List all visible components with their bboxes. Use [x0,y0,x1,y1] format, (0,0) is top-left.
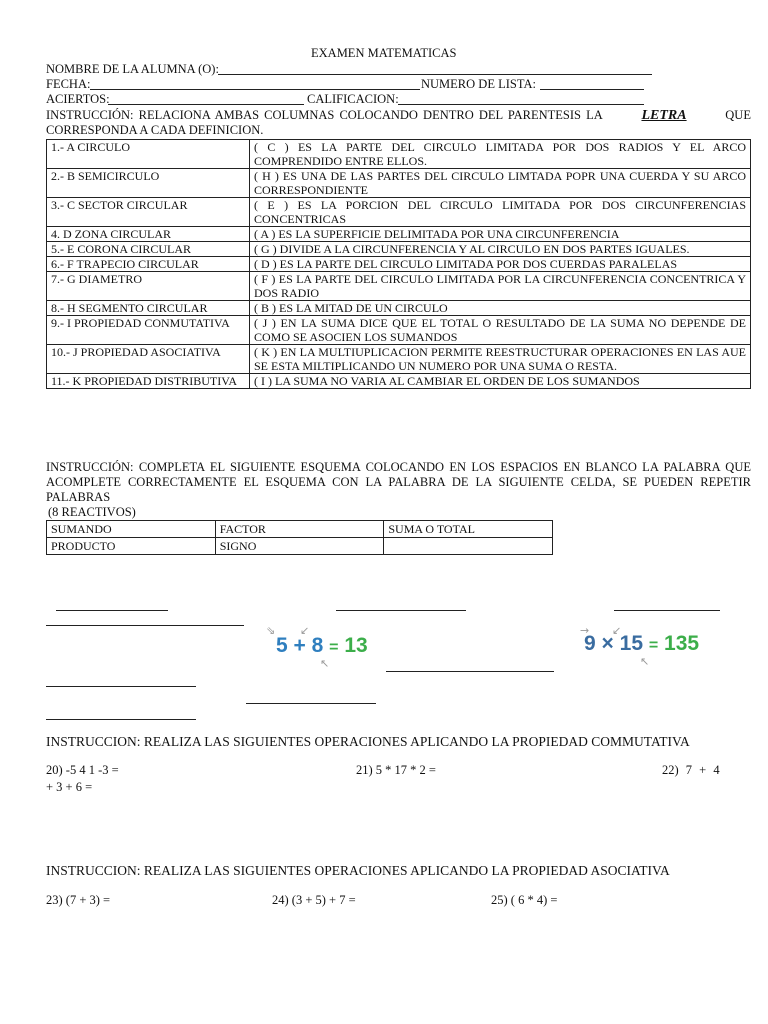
term-cell: 8.- H SEGMENTO CIRCULAR [47,301,250,316]
schema-blank-2[interactable] [336,610,466,611]
exam-title: EXAMEN MATEMATICAS [311,46,457,60]
name-blank[interactable] [218,74,652,75]
list-number-label: NUMERO DE LISTA: [421,77,536,91]
schema-blank-1[interactable] [56,610,168,611]
definition-cell[interactable]: ( E ) ES LA PORCION DEL CIRCULO LIMITADA POR DOS CIRCUNFERENCIAS CONCENTRICAS [250,198,751,227]
definition-cell[interactable]: ( D ) ES LA PARTE DEL CIRCULO LIMITADA POR DOS CUERDAS PARALELAS [250,257,751,272]
instruction-1-line1 [46,108,751,124]
word-cell: SUMANDO [47,521,216,538]
instruction-2-note: (8 REACTIVOS) [48,505,136,519]
term-cell: 5.- E CORONA CIRCULAR [47,242,250,257]
definition-cell[interactable]: ( C ) ES LA PARTE DEL CIRCULO LIMITADA POR DOS RADIOS Y EL ARCO COMPRENDIDO ENTRE ELLOS. [250,140,751,169]
table-row [47,521,553,538]
schema-blank-6[interactable] [46,686,196,687]
definition-cell[interactable]: ( G ) DIVIDE A LA CIRCUNFERENCIA Y AL CIRCULO EN DOS PARTES IGUALES. [250,242,751,257]
equation-2-factor-a: 9 [584,632,596,655]
definition-cell[interactable]: ( H ) ES UNA DE LAS PARTES DEL CIRCULO LIMTADA POPR UNA CUERDA Y SU ARCO CORRESPONDIENTE [250,169,751,198]
table-row [47,316,751,345]
problem-25: 25) ( 6 * 4) = [491,893,558,907]
term-cell: 6.- F TRAPECIO CIRCULAR [47,257,250,272]
equation-1-addend-a: 5 [276,634,288,657]
arrow-icon: ↖ [320,657,330,670]
problem-22: 22) 7 + 4 [662,763,720,777]
table-row [47,257,751,272]
table-row [47,345,751,374]
word-cell [384,538,553,555]
problem-21: 21) 5 * 17 * 2 = [356,763,436,777]
arrow-icon: ↙ [300,624,310,637]
grade-label: CALIFICACION: [307,92,399,106]
list-number-blank[interactable] [540,89,644,90]
table-row [47,242,751,257]
arrow-icon: → [580,624,590,637]
word-cell: SUMA O TOTAL [384,521,553,538]
equation-2-operator: × [601,632,614,655]
table-row [47,198,751,227]
definition-cell[interactable]: ( F ) ES LA PARTE DEL CIRCULO LIMITADA POR LA CIRCUNFERENCIA CONCENTRICA Y DOS RADIO [250,272,751,301]
instruction-4: INSTRUCCION: REALIZA LAS SIGUIENTES OPERACIONES APLICANDO LA PROPIEDAD ASOCIATIVA [46,863,670,878]
problem-22-continued: + 3 + 6 = [46,780,93,794]
table-row [47,140,751,169]
schema-blank-7[interactable] [246,703,376,704]
table-row [47,301,751,316]
equation-1-addend-b: 8 [311,634,324,657]
instruction-2: INSTRUCCIÓN: COMPLETA EL SIGUIENTE ESQUEMA COLOCANDO EN LOS ESPACIOS EN BLANCO LA PALABRA QUE ACOMPLETE CORRECTAMENTE EL ESQUEMA CON LA PALABRA DE LA SIGUIENTE CELDA, SE PUEDEN REPETIR PALABRAS [46,460,751,504]
equation-2-equals: = [648,637,659,654]
term-cell: 7.- G DIAMETRO [47,272,250,301]
instruction-1-emphasis: LETRA [641,108,687,123]
schema-blank-8[interactable] [46,719,196,720]
term-cell: 3.- C SECTOR CIRCULAR [47,198,250,227]
equation-2-factor-b: 15 [619,632,643,655]
equation-1-operator: + [293,634,306,657]
date-label: FECHA: [46,77,91,91]
table-row [47,169,751,198]
equation-2-result: 135 [664,632,700,655]
term-cell: 1.- A CIRCULO [47,140,250,169]
instruction-1-line2: CORRESPONDA A CADA DEFINICION. [46,123,264,137]
word-cell: PRODUCTO [47,538,216,555]
date-blank[interactable] [90,89,420,90]
instruction-3: INSTRUCCION: REALIZA LAS SIGUIENTES OPERACIONES APLICANDO LA PROPIEDAD COMMUTATIVA [46,734,690,749]
schema-blank-3[interactable] [614,610,720,611]
hits-blank[interactable] [108,104,304,105]
equation-1-equals: = [329,639,339,656]
arrow-icon: ⇘ [266,624,276,637]
definition-cell[interactable]: ( K ) EN LA MULTIUPLICACION PERMITE REESTRUCTURAR OPERACIONES EN LAS AUE SE ESTA MILTIPLICANDO UN NUMERO POR UNA SUMA O RESTA. [250,345,751,374]
table-row [47,374,751,389]
word-cell: SIGNO [215,538,384,555]
schema-blank-5[interactable] [386,671,554,672]
problem-24: 24) (3 + 5) + 7 = [272,893,356,907]
problem-23: 23) (7 + 3) = [46,893,111,907]
matching-table [46,139,751,389]
word-cell: FACTOR [215,521,384,538]
name-label: NOMBRE DE LA ALUMNA (O): [46,62,219,76]
definition-cell[interactable]: ( A ) ES LA SUPERFICIE DELIMITADA POR UNA CIRCUNFERENCIA [250,227,751,242]
hits-label: ACIERTOS: [46,92,110,106]
instruction-1-text-end: QUE [725,108,751,122]
table-row [47,272,751,301]
term-cell: 2.- B SEMICIRCULO [47,169,250,198]
definition-cell[interactable]: ( I ) LA SUMA NO VARIA AL CAMBIAR EL ORDEN DE LOS SUMANDOS [250,374,751,389]
term-cell: 4. D ZONA CIRCULAR [47,227,250,242]
problem-20: 20) -5 4 1 -3 = [46,763,119,777]
table-row [47,538,553,555]
table-row [47,227,751,242]
definition-cell[interactable]: ( B ) ES LA MITAD DE UN CIRCULO [250,301,751,316]
equation-1-result: 13 [344,634,368,657]
schema-blank-4[interactable] [46,625,244,626]
term-cell: 10.- J PROPIEDAD ASOCIATIVA [47,345,250,374]
definition-cell[interactable]: ( J ) EN LA SUMA DICE QUE EL TOTAL O RESULTADO DE LA SUMA NO DEPENDE DE COMO SE ASOCIEN LOS SUMANDOS [250,316,751,345]
term-cell: 9.- I PROPIEDAD CONMUTATIVA [47,316,250,345]
term-cell: 11.- K PROPIEDAD DISTRIBUTIVA [47,374,250,389]
arrow-icon: ↖ [640,655,650,668]
word-bank-table [46,520,553,555]
grade-blank[interactable] [398,104,644,105]
arrow-icon: ↙ [612,624,622,637]
instruction-1-text: INSTRUCCIÓN: RELACIONA AMBAS COLUMNAS COLOCANDO DENTRO DEL PARENTESIS LA [46,108,603,122]
